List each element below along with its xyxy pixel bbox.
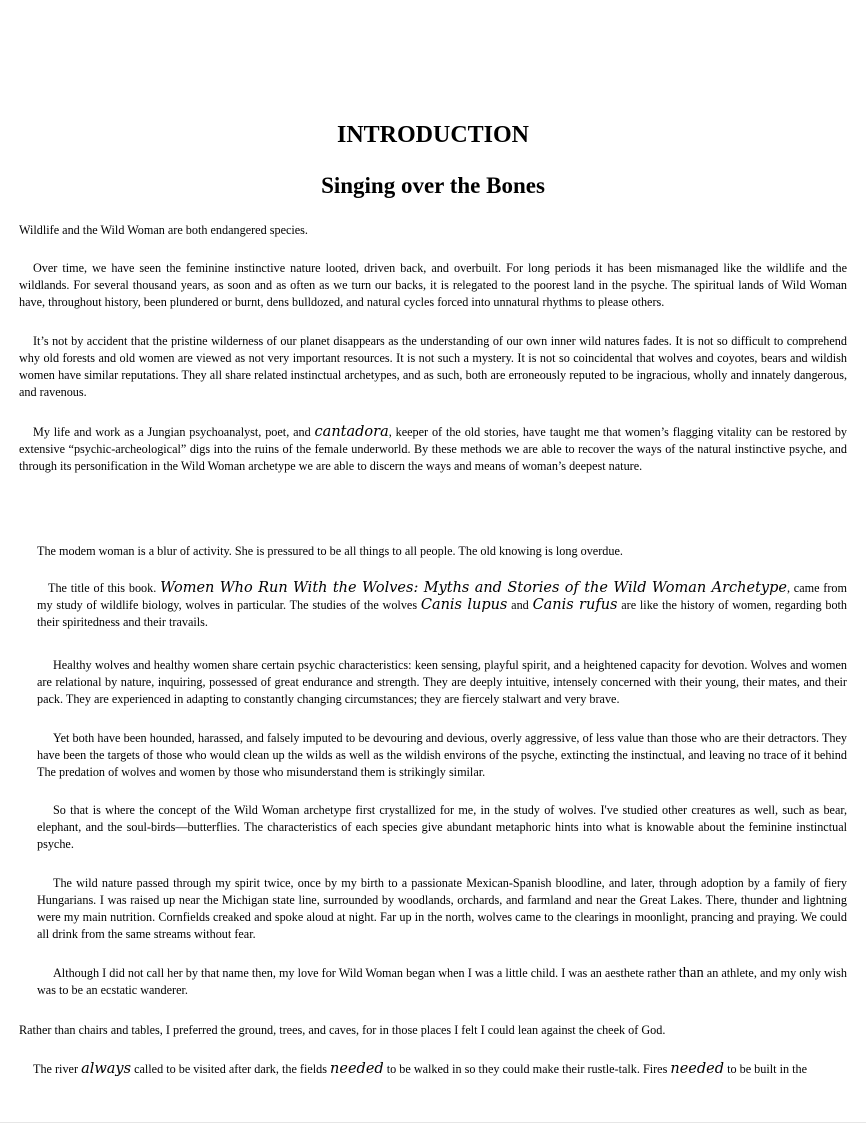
emphasis-needed-2: needed bbox=[670, 1061, 725, 1077]
emphasis-cantadora: cantadora bbox=[314, 424, 389, 440]
paragraph-12: Rather than chairs and tables, I preferred the ground, trees, and caves, for in those places I felt I could lean against the cheek of God. bbox=[19, 1023, 666, 1037]
chapter-subtitle: Singing over the Bones bbox=[321, 173, 545, 198]
paragraph-9: So that is where the concept of the Wild Woman archetype first crystallized for me, in the study of wolves. I've studied other creatures as well, such as bear, elephant, and the soul-birds—butterflies. The characteristics of each species give abundant metaphoric hints into what is knowable about the feminine instinctual psyche. bbox=[37, 803, 847, 851]
emphasis-than: than bbox=[678, 965, 704, 981]
paragraph-8: Yet both have been hounded, harassed, and falsely imputed to be devouring and devious, overly aggressive, of less value than those who are their detractors. They have been the targets of those who would clean up the wilds as well as the wildish environs of the psyche, extincting the instinctual, and leaving no trace of it behind The predation of wolves and women by those who misunderstand them is strikingly similar. bbox=[37, 731, 847, 779]
paragraph-4: My life and work as a Jungian psychoanalyst, poet, and cantadora, keeper of the old stories, have taught me that women’s flagging vitality can be restored by extensive “psychic-archeological” digs into the ruins of the female underworld. By these methods we are able to recover the ways of the natural instinctive psyche, and through its personification in the Wild Woman archetype we are able to discern the ways and means of woman’s deepest nature. bbox=[19, 424, 848, 473]
emphasis-always: always bbox=[81, 1061, 132, 1077]
paragraph-3: It’s not by accident that the pristine wilderness of our planet disappears as the understanding of our own inner wild natures fades. It is not so difficult to comprehend why old forests and old women are viewed as not very important resources. It is not such a mystery. It is not so coincidental that wolves and coyotes, bears and wildish women have similar reputations. They all share related instinctual archetypes, and as such, both are erroneously reputed to be ingracious, wholly and innately dangerous, and ravenous. bbox=[19, 334, 847, 399]
paragraph-1: Wildlife and the Wild Woman are both endangered species. bbox=[19, 223, 308, 237]
paragraph-6: The title of this book. Women Who Run With the Wolves: Myths and Stories of the Wild Woman Archetype, came from my study of wildlife biology, wolves in particular. The studies of the wolves Canis lupus and Canis rufus are like the history of women, regarding both their spiritedness and their travails. bbox=[37, 580, 848, 629]
paragraph-10: The wild nature passed through my spirit twice, once by my birth to a passionate Mexican-Spanish bloodline, and later, through adoption by a family of fiery Hungarians. I was raised up near the Michigan state line, surrounded by woodlands, orchards, and farmland and near the Great Lakes. There, thunder and lightning were my main nutrition. Cornfields creaked and spoke aloud at night. Far up in the north, wolves came to the clearings in moonlight, prancing and praying. We could all drink from the same streams without fear. bbox=[37, 876, 847, 941]
paragraph-5: The modem woman is a blur of activity. She is pressured to be all things to all people. The old knowing is long overdue. bbox=[37, 544, 623, 558]
paragraph-2: Over time, we have seen the feminine instinctive nature looted, driven back, and overbuilt. For long periods it has been mismanaged like the wildlife and the wildlands. For several thousand years, as soon and as often as we turn our backs, it is relegated to the poorest land in the psyche. The spiritual lands of Wild Woman have, throughout history, been plundered or burnt, dens bulldozed, and natural cycles forced into unnatural rhythms to please others. bbox=[19, 261, 847, 309]
chapter-title: INTRODUCTION bbox=[336, 122, 530, 148]
species-canis-rufus: Canis rufus bbox=[532, 597, 618, 613]
emphasis-needed-1: needed bbox=[330, 1061, 384, 1077]
paragraph-7: Healthy wolves and healthy women share certain psychic characteristics: keen sensing, playful spirit, and a heightened capacity for devotion. Wolves and women are relational by nature, inquiring, possessed of great endurance and strength. They are deeply intuitive, intensely concerned with their young, their mates, and their pack. They are experienced in adapting to constantly changing circumstances; they are fiercely stalwart and very brave. bbox=[37, 658, 847, 706]
paragraph-13: The river always called to be visited after dark, the fields needed to be walked in so they could make their rustle-talk. Fires needed to be built in the bbox=[33, 1061, 807, 1077]
book-title: Women Who Run With the Wolves: Myths and Stories of the Wild Woman Archetype bbox=[160, 580, 787, 596]
species-canis-lupus: Canis lupus bbox=[420, 597, 508, 613]
paragraph-11: Although I did not call her by that name then, my love for Wild Woman began when I was a little child. I was an aesthete rather than an athlete, and my only wish was to be an ecstatic wanderer. bbox=[37, 965, 848, 997]
